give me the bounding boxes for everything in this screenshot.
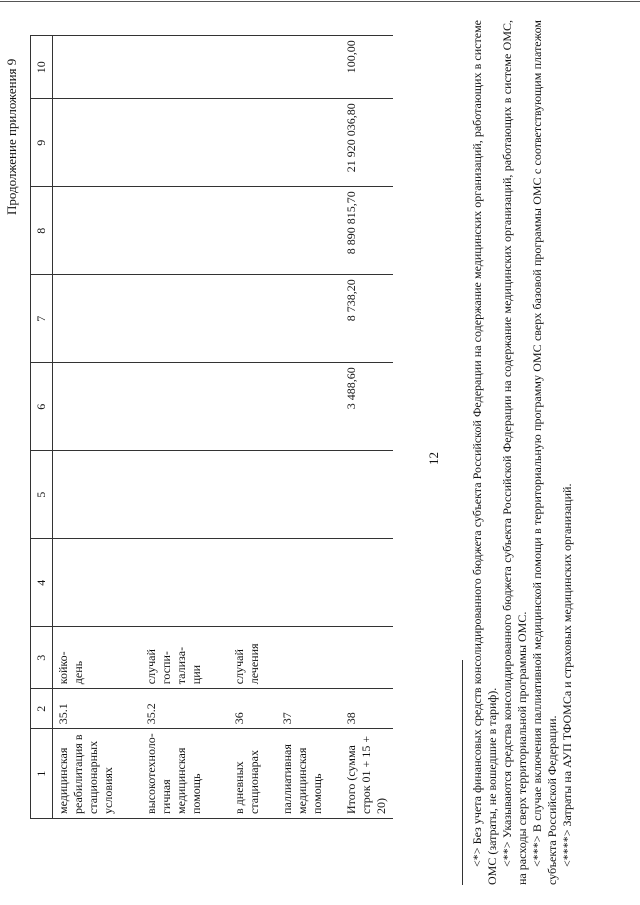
row-unit: случай госпи-тализа-ции <box>141 627 229 689</box>
cell <box>53 187 141 275</box>
table-row <box>53 36 141 819</box>
row-unit: случай лечения <box>229 627 277 689</box>
cell <box>53 363 141 451</box>
footnote: <****> Затраты на АУП ТФОМСа и страховых медицинских организаций. <box>560 483 574 867</box>
table-row <box>277 36 341 819</box>
footnote-divider <box>462 660 463 885</box>
col-header: 9 <box>31 99 53 187</box>
cell <box>53 36 141 99</box>
page-number: 12 <box>426 452 441 465</box>
cell <box>277 99 341 187</box>
col-header: 3 <box>31 627 53 689</box>
cell <box>141 187 229 275</box>
cell <box>277 275 341 363</box>
cell <box>141 451 229 539</box>
cell <box>277 539 341 627</box>
cell <box>341 539 393 627</box>
col-header: 6 <box>31 363 53 451</box>
col-header: 4 <box>31 539 53 627</box>
cell <box>141 36 229 99</box>
row-unit <box>277 627 341 689</box>
row-unit <box>341 627 393 689</box>
col-header: 5 <box>31 451 53 539</box>
cell <box>277 36 341 99</box>
cell <box>277 187 341 275</box>
total-cell-9: 21 920 036,80 <box>341 99 393 187</box>
row-code: 35.2 <box>141 689 229 729</box>
cell <box>229 363 277 451</box>
table-row <box>229 36 277 819</box>
cell <box>229 99 277 187</box>
row-name: в дневных стационарах <box>229 729 277 819</box>
total-cell-8: 8 890 815,70 <box>341 187 393 275</box>
cell <box>53 539 141 627</box>
cell <box>229 36 277 99</box>
col-header: 10 <box>31 36 53 99</box>
footnote: <*> Без учета финансовых средств консолидированного бюджета субъекта Российской Федерации на содержание медицинских организаций, работающих в системе ОМС (затраты, не вошедшие в тариф). <box>470 20 499 885</box>
row-name: паллиативная медицинская помощь <box>277 729 341 819</box>
cell <box>53 99 141 187</box>
footnote: <***> В случае включения паллиативной медицинской помощи в территориальную программу ОМС сверх базовой программы ОМС с соответствующим платежом субъекта Российской Федерации. <box>530 20 559 885</box>
cell <box>341 451 393 539</box>
row-code: 38 <box>341 689 393 729</box>
cell <box>141 363 229 451</box>
cell <box>277 363 341 451</box>
cell <box>229 187 277 275</box>
row-code: 35.1 <box>53 689 141 729</box>
footnote: <**> Указываются средства консолидированного бюджета субъекта Российской Федерации на содержание медицинских организаций, работающих в системе ОМС, на расходы сверх территориальной программы ОМС. <box>500 20 529 885</box>
continuation-caption: Продолжение приложения 9 <box>4 58 19 215</box>
row-code: 37 <box>277 689 341 729</box>
row-unit: койко-день <box>53 627 141 689</box>
total-cell-10: 100,00 <box>341 36 393 99</box>
cell <box>141 539 229 627</box>
cell <box>53 451 141 539</box>
footnotes <box>470 20 575 885</box>
data-table <box>30 35 393 819</box>
col-header: 1 <box>31 729 53 819</box>
cell <box>229 539 277 627</box>
col-header: 8 <box>31 187 53 275</box>
total-cell-6: 3 488,60 <box>341 363 393 451</box>
total-cell-7: 8 738,20 <box>341 275 393 363</box>
cell <box>277 451 341 539</box>
row-code: 36 <box>229 689 277 729</box>
cell <box>53 275 141 363</box>
row-name: Итого (сумма строк 01 + 15 + 20) <box>341 729 393 819</box>
row-name: медицинская реабилитация в стационарных условиях <box>53 729 141 819</box>
header-row <box>31 36 53 819</box>
cell <box>229 275 277 363</box>
col-header: 7 <box>31 275 53 363</box>
row-name: высокотехноло-гичная медицинская помощь <box>141 729 229 819</box>
cell <box>141 99 229 187</box>
table-row <box>141 36 229 819</box>
cell <box>141 275 229 363</box>
col-header: 2 <box>31 689 53 729</box>
cell <box>229 451 277 539</box>
table-row-total <box>341 36 393 819</box>
